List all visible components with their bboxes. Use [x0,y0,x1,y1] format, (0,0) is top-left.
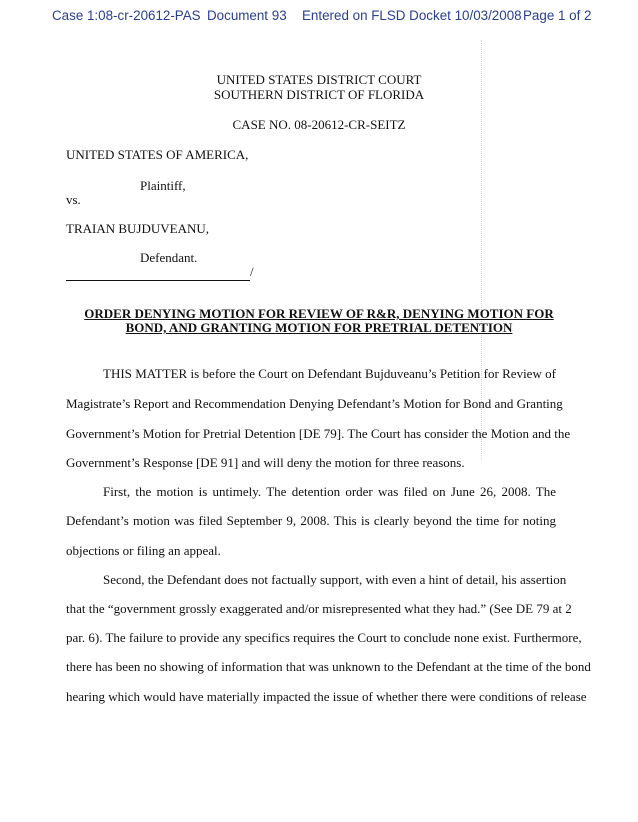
plaintiff-role: Plaintiff, [140,178,186,193]
header-docket-entry: Entered on FLSD Docket 10/03/2008 [302,8,522,23]
paragraph-2-line: First, the motion is untimely. The detention order was filed on June 26, 2008. The [103,484,556,499]
caption-rule [66,280,250,281]
paragraph-1-line: Government’s Motion for Pretrial Detention [DE 79]. The Court has consider the Motion and the [66,426,571,441]
header-document-number: Document 93 [207,8,287,23]
court-district: SOUTHERN DISTRICT OF FLORIDA [213,87,425,102]
paragraph-1-line: Government’s Response [DE 91] and will deny the motion for three reasons. [66,455,465,470]
paragraph-3-line: Second, the Defendant does not factually support, with even a hint of detail, his assertion [103,572,567,587]
defendant-name: TRAIAN BUJDUVEANU, [66,221,209,236]
order-title-line-1: ORDER DENYING MOTION FOR REVIEW OF R&R, DENYING MOTION FOR [84,306,554,321]
case-number: CASE NO. 08-20612-CR-SEITZ [232,117,406,132]
paragraph-3-line: that the “government grossly exaggerated and/or misrepresented what they had.” (See DE 79 at 2 [66,601,572,616]
paragraph-3-line: hearing which would have materially impacted the issue of whether there were conditions of release [66,689,587,704]
header-case-number: Case 1:08-cr-20612-PAS [52,8,201,23]
plaintiff-name: UNITED STATES OF AMERICA, [66,147,249,162]
versus: vs. [66,192,81,207]
order-title-line-2: BOND, AND GRANTING MOTION FOR PRETRIAL DETENTION [125,320,513,335]
paragraph-1-line: Magistrate’s Report and Recommendation Denying Defendant’s Motion for Bond and Granting [66,396,563,411]
paragraph-1-line: THIS MATTER is before the Court on Defendant Bujduveanu’s Petition for Review of [103,366,556,381]
paragraph-3-line: there has been no showing of information that was unknown to the Defendant at the time of the bond [66,659,591,674]
paragraph-2-line: objections or filing an appeal. [66,543,221,558]
paragraph-3-line: par. 6). The failure to provide any specifics requires the Court to conclude none exist. Furthermore, [66,630,582,645]
defendant-role: Defendant. [140,250,198,265]
paragraph-2-line: Defendant’s motion was filed September 9, 2008. This is clearly beyond the time for noting [66,513,556,528]
caption-slash: / [250,264,254,279]
court-name: UNITED STATES DISTRICT COURT [216,72,422,87]
header-page-number: Page 1 of 2 [523,8,592,23]
